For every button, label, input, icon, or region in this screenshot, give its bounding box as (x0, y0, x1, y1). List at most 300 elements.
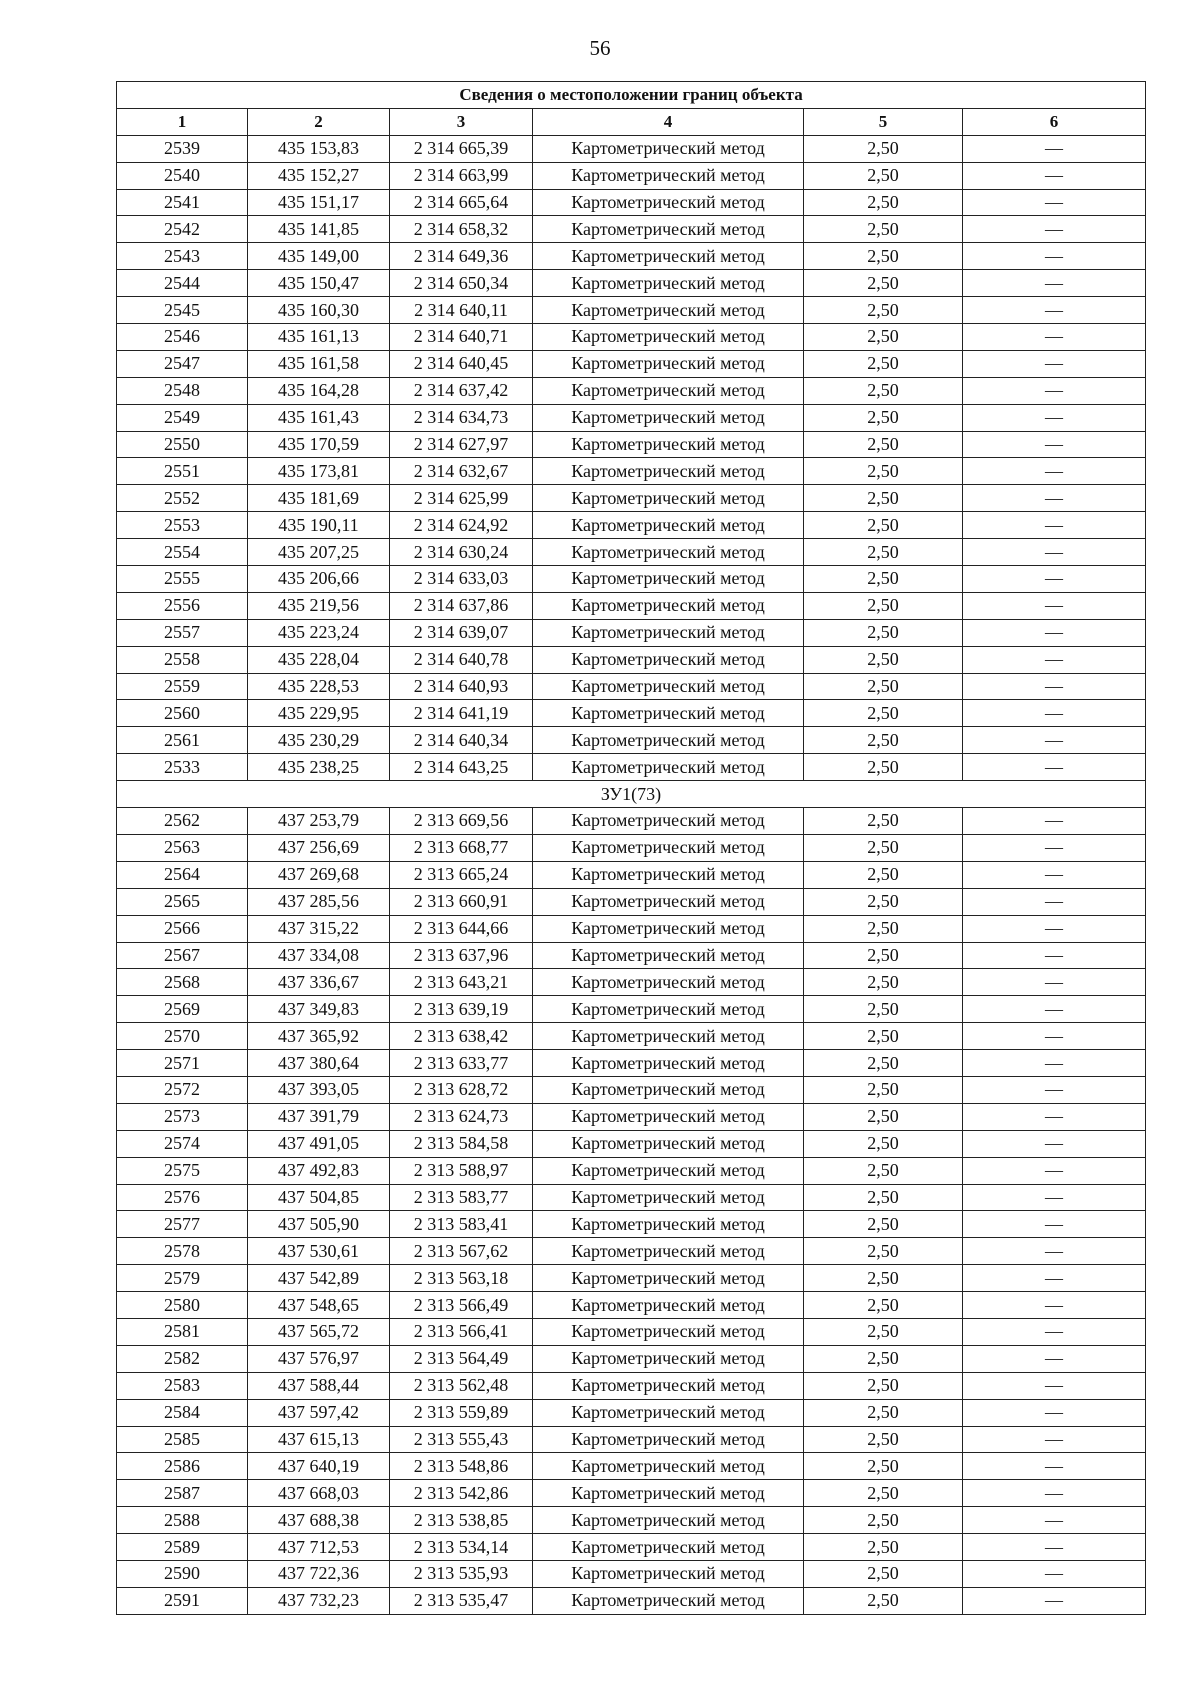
method-cell: Картометрический метод (533, 135, 804, 162)
table-row (117, 1211, 1146, 1238)
y-coordinate-cell: 2 314 630,24 (390, 539, 533, 566)
accuracy-cell: 2,50 (804, 1076, 963, 1103)
x-coordinate-cell: 437 597,42 (248, 1399, 390, 1426)
note-cell: — (963, 243, 1146, 270)
point-number-cell: 2563 (117, 834, 248, 861)
accuracy-cell: 2,50 (804, 162, 963, 189)
x-coordinate-cell: 437 380,64 (248, 1050, 390, 1077)
method-cell: Картометрический метод (533, 1453, 804, 1480)
method-cell: Картометрический метод (533, 566, 804, 593)
y-coordinate-cell: 2 313 555,43 (390, 1426, 533, 1453)
accuracy-cell: 2,50 (804, 808, 963, 835)
note-cell: — (963, 1318, 1146, 1345)
table-row (117, 1453, 1146, 1480)
accuracy-cell: 2,50 (804, 350, 963, 377)
y-coordinate-cell: 2 314 632,67 (390, 458, 533, 485)
x-coordinate-cell: 435 153,83 (248, 135, 390, 162)
note-cell: — (963, 834, 1146, 861)
point-number-cell: 2573 (117, 1103, 248, 1130)
note-cell: — (963, 754, 1146, 781)
y-coordinate-cell: 2 313 638,42 (390, 1023, 533, 1050)
x-coordinate-cell: 437 688,38 (248, 1507, 390, 1534)
point-number-cell: 2581 (117, 1318, 248, 1345)
note-cell: — (963, 727, 1146, 754)
table-row (117, 808, 1146, 835)
note-cell: — (963, 996, 1146, 1023)
method-cell: Картометрический метод (533, 189, 804, 216)
accuracy-cell: 2,50 (804, 1480, 963, 1507)
table-row (117, 700, 1146, 727)
note-cell: — (963, 646, 1146, 673)
point-number-cell: 2588 (117, 1507, 248, 1534)
table-row (117, 162, 1146, 189)
accuracy-cell: 2,50 (804, 458, 963, 485)
y-coordinate-cell: 2 314 643,25 (390, 754, 533, 781)
x-coordinate-cell: 437 256,69 (248, 834, 390, 861)
point-number-cell: 2582 (117, 1345, 248, 1372)
accuracy-cell: 2,50 (804, 1184, 963, 1211)
table-row (117, 673, 1146, 700)
y-coordinate-cell: 2 314 627,97 (390, 431, 533, 458)
note-cell: — (963, 915, 1146, 942)
x-coordinate-cell: 435 207,25 (248, 539, 390, 566)
table-title: Сведения о местоположении границ объекта (117, 82, 1146, 109)
table-row (117, 1076, 1146, 1103)
point-number-cell: 2543 (117, 243, 248, 270)
table-row (117, 942, 1146, 969)
column-header-row (117, 108, 1146, 135)
accuracy-cell: 2,50 (804, 270, 963, 297)
note-cell: — (963, 1480, 1146, 1507)
accuracy-cell: 2,50 (804, 592, 963, 619)
y-coordinate-cell: 2 314 625,99 (390, 485, 533, 512)
x-coordinate-cell: 435 150,47 (248, 270, 390, 297)
y-coordinate-cell: 2 313 566,41 (390, 1318, 533, 1345)
accuracy-cell: 2,50 (804, 1534, 963, 1561)
table-row (117, 861, 1146, 888)
method-cell: Картометрический метод (533, 1292, 804, 1319)
method-cell: Картометрический метод (533, 243, 804, 270)
x-coordinate-cell: 435 181,69 (248, 485, 390, 512)
accuracy-cell: 2,50 (804, 1292, 963, 1319)
boundary-coordinates-table (116, 81, 1146, 1615)
x-coordinate-cell: 437 315,22 (248, 915, 390, 942)
point-number-cell: 2567 (117, 942, 248, 969)
point-number-cell: 2580 (117, 1292, 248, 1319)
y-coordinate-cell: 2 313 583,77 (390, 1184, 533, 1211)
x-coordinate-cell: 435 206,66 (248, 566, 390, 593)
x-coordinate-cell: 437 269,68 (248, 861, 390, 888)
table-row (117, 216, 1146, 243)
y-coordinate-cell: 2 313 628,72 (390, 1076, 533, 1103)
y-coordinate-cell: 2 313 542,86 (390, 1480, 533, 1507)
accuracy-cell: 2,50 (804, 619, 963, 646)
x-coordinate-cell: 435 229,95 (248, 700, 390, 727)
method-cell: Картометрический метод (533, 1426, 804, 1453)
method-cell: Картометрический метод (533, 1238, 804, 1265)
accuracy-cell: 2,50 (804, 754, 963, 781)
note-cell: — (963, 592, 1146, 619)
point-number-cell: 2568 (117, 969, 248, 996)
point-number-cell: 2544 (117, 270, 248, 297)
method-cell: Картометрический метод (533, 834, 804, 861)
note-cell: — (963, 1103, 1146, 1130)
point-number-cell: 2539 (117, 135, 248, 162)
point-number-cell: 2564 (117, 861, 248, 888)
y-coordinate-cell: 2 314 639,07 (390, 619, 533, 646)
y-coordinate-cell: 2 314 640,78 (390, 646, 533, 673)
accuracy-cell: 2,50 (804, 942, 963, 969)
table-row (117, 431, 1146, 458)
point-number-cell: 2578 (117, 1238, 248, 1265)
y-coordinate-cell: 2 314 640,93 (390, 673, 533, 700)
table-row (117, 485, 1146, 512)
method-cell: Картометрический метод (533, 808, 804, 835)
point-number-cell: 2540 (117, 162, 248, 189)
y-coordinate-cell: 2 314 624,92 (390, 512, 533, 539)
table-row (117, 297, 1146, 324)
accuracy-cell: 2,50 (804, 1453, 963, 1480)
y-coordinate-cell: 2 313 588,97 (390, 1157, 533, 1184)
point-number-cell: 2575 (117, 1157, 248, 1184)
y-coordinate-cell: 2 313 637,96 (390, 942, 533, 969)
point-number-cell: 2559 (117, 673, 248, 700)
table-head (117, 82, 1146, 136)
note-cell: — (963, 216, 1146, 243)
x-coordinate-cell: 435 152,27 (248, 162, 390, 189)
x-coordinate-cell: 435 164,28 (248, 377, 390, 404)
x-coordinate-cell: 437 349,83 (248, 996, 390, 1023)
accuracy-cell: 2,50 (804, 377, 963, 404)
table-row (117, 1560, 1146, 1587)
table-row (117, 1184, 1146, 1211)
x-coordinate-cell: 437 391,79 (248, 1103, 390, 1130)
accuracy-cell: 2,50 (804, 135, 963, 162)
method-cell: Картометрический метод (533, 1184, 804, 1211)
method-cell: Картометрический метод (533, 216, 804, 243)
x-coordinate-cell: 435 160,30 (248, 297, 390, 324)
x-coordinate-cell: 437 722,36 (248, 1560, 390, 1587)
y-coordinate-cell: 2 313 535,93 (390, 1560, 533, 1587)
accuracy-cell: 2,50 (804, 297, 963, 324)
accuracy-cell: 2,50 (804, 1238, 963, 1265)
method-cell: Картометрический метод (533, 700, 804, 727)
point-number-cell: 2554 (117, 539, 248, 566)
accuracy-cell: 2,50 (804, 834, 963, 861)
note-cell: — (963, 861, 1146, 888)
y-coordinate-cell: 2 313 566,49 (390, 1292, 533, 1319)
x-coordinate-cell: 435 230,29 (248, 727, 390, 754)
method-cell: Картометрический метод (533, 1534, 804, 1561)
note-cell: — (963, 1023, 1146, 1050)
method-cell: Картометрический метод (533, 1023, 804, 1050)
note-cell: — (963, 324, 1146, 351)
x-coordinate-cell: 437 548,65 (248, 1292, 390, 1319)
x-coordinate-cell: 437 393,05 (248, 1076, 390, 1103)
note-cell: — (963, 189, 1146, 216)
method-cell: Картометрический метод (533, 1130, 804, 1157)
y-coordinate-cell: 2 314 637,42 (390, 377, 533, 404)
point-number-cell: 2569 (117, 996, 248, 1023)
accuracy-cell: 2,50 (804, 1050, 963, 1077)
x-coordinate-cell: 435 190,11 (248, 512, 390, 539)
point-number-cell: 2551 (117, 458, 248, 485)
section-row (117, 781, 1146, 808)
table-row (117, 1426, 1146, 1453)
table-row (117, 1318, 1146, 1345)
table-row (117, 1345, 1146, 1372)
note-cell: — (963, 566, 1146, 593)
y-coordinate-cell: 2 314 640,45 (390, 350, 533, 377)
accuracy-cell: 2,50 (804, 861, 963, 888)
y-coordinate-cell: 2 314 650,34 (390, 270, 533, 297)
x-coordinate-cell: 437 505,90 (248, 1211, 390, 1238)
x-coordinate-cell: 435 141,85 (248, 216, 390, 243)
method-cell: Картометрический метод (533, 350, 804, 377)
y-coordinate-cell: 2 314 633,03 (390, 566, 533, 593)
method-cell: Картометрический метод (533, 1265, 804, 1292)
method-cell: Картометрический метод (533, 404, 804, 431)
table-row (117, 1507, 1146, 1534)
note-cell: — (963, 1399, 1146, 1426)
method-cell: Картометрический метод (533, 270, 804, 297)
table-row (117, 834, 1146, 861)
accuracy-cell: 2,50 (804, 646, 963, 673)
note-cell: — (963, 969, 1146, 996)
table-row (117, 1130, 1146, 1157)
accuracy-cell: 2,50 (804, 700, 963, 727)
y-coordinate-cell: 2 313 559,89 (390, 1399, 533, 1426)
x-coordinate-cell: 437 732,23 (248, 1587, 390, 1614)
point-number-cell: 2550 (117, 431, 248, 458)
accuracy-cell: 2,50 (804, 324, 963, 351)
note-cell: — (963, 1238, 1146, 1265)
accuracy-cell: 2,50 (804, 1157, 963, 1184)
point-number-cell: 2574 (117, 1130, 248, 1157)
section-label: ЗУ1(73) (117, 781, 1146, 808)
accuracy-cell: 2,50 (804, 969, 963, 996)
x-coordinate-cell: 437 491,05 (248, 1130, 390, 1157)
column-header: 4 (533, 108, 804, 135)
x-coordinate-cell: 437 640,19 (248, 1453, 390, 1480)
accuracy-cell: 2,50 (804, 485, 963, 512)
accuracy-cell: 2,50 (804, 1211, 963, 1238)
y-coordinate-cell: 2 313 668,77 (390, 834, 533, 861)
method-cell: Картометрический метод (533, 1480, 804, 1507)
method-cell: Картометрический метод (533, 324, 804, 351)
note-cell: — (963, 1076, 1146, 1103)
point-number-cell: 2560 (117, 700, 248, 727)
accuracy-cell: 2,50 (804, 1345, 963, 1372)
x-coordinate-cell: 437 576,97 (248, 1345, 390, 1372)
y-coordinate-cell: 2 313 534,14 (390, 1534, 533, 1561)
table-row (117, 566, 1146, 593)
table-title-row (117, 82, 1146, 109)
note-cell: — (963, 512, 1146, 539)
note-cell: — (963, 377, 1146, 404)
method-cell: Картометрический метод (533, 1372, 804, 1399)
method-cell: Картометрический метод (533, 1050, 804, 1077)
table-row (117, 1103, 1146, 1130)
x-coordinate-cell: 435 228,53 (248, 673, 390, 700)
accuracy-cell: 2,50 (804, 1372, 963, 1399)
y-coordinate-cell: 2 314 665,39 (390, 135, 533, 162)
point-number-cell: 2579 (117, 1265, 248, 1292)
note-cell: — (963, 1372, 1146, 1399)
method-cell: Картометрический метод (533, 1507, 804, 1534)
y-coordinate-cell: 2 313 567,62 (390, 1238, 533, 1265)
y-coordinate-cell: 2 314 640,11 (390, 297, 533, 324)
point-number-cell: 2556 (117, 592, 248, 619)
table-row (117, 539, 1146, 566)
accuracy-cell: 2,50 (804, 1103, 963, 1130)
table-row (117, 619, 1146, 646)
point-number-cell: 2552 (117, 485, 248, 512)
y-coordinate-cell: 2 313 583,41 (390, 1211, 533, 1238)
method-cell: Картометрический метод (533, 1103, 804, 1130)
table-row (117, 350, 1146, 377)
x-coordinate-cell: 435 151,17 (248, 189, 390, 216)
x-coordinate-cell: 435 161,13 (248, 324, 390, 351)
point-number-cell: 2572 (117, 1076, 248, 1103)
point-number-cell: 2571 (117, 1050, 248, 1077)
table-row (117, 969, 1146, 996)
accuracy-cell: 2,50 (804, 431, 963, 458)
method-cell: Картометрический метод (533, 942, 804, 969)
point-number-cell: 2561 (117, 727, 248, 754)
y-coordinate-cell: 2 314 663,99 (390, 162, 533, 189)
table-row (117, 1399, 1146, 1426)
point-number-cell: 2555 (117, 566, 248, 593)
table-row (117, 189, 1146, 216)
point-number-cell: 2549 (117, 404, 248, 431)
point-number-cell: 2591 (117, 1587, 248, 1614)
x-coordinate-cell: 437 530,61 (248, 1238, 390, 1265)
method-cell: Картометрический метод (533, 162, 804, 189)
accuracy-cell: 2,50 (804, 1399, 963, 1426)
accuracy-cell: 2,50 (804, 1023, 963, 1050)
table-row (117, 243, 1146, 270)
method-cell: Картометрический метод (533, 1587, 804, 1614)
x-coordinate-cell: 437 492,83 (248, 1157, 390, 1184)
column-header: 2 (248, 108, 390, 135)
page-number: 56 (589, 36, 611, 60)
note-cell: — (963, 1453, 1146, 1480)
point-number-cell: 2583 (117, 1372, 248, 1399)
method-cell: Картометрический метод (533, 297, 804, 324)
accuracy-cell: 2,50 (804, 1130, 963, 1157)
method-cell: Картометрический метод (533, 1157, 804, 1184)
column-header: 5 (804, 108, 963, 135)
table-row (117, 1292, 1146, 1319)
y-coordinate-cell: 2 313 584,58 (390, 1130, 533, 1157)
method-cell: Картометрический метод (533, 1211, 804, 1238)
table-row (117, 404, 1146, 431)
note-cell: — (963, 1560, 1146, 1587)
accuracy-cell: 2,50 (804, 1265, 963, 1292)
note-cell: — (963, 619, 1146, 646)
table-row (117, 512, 1146, 539)
note-cell: — (963, 270, 1146, 297)
y-coordinate-cell: 2 313 669,56 (390, 808, 533, 835)
y-coordinate-cell: 2 313 643,21 (390, 969, 533, 996)
note-cell: — (963, 700, 1146, 727)
y-coordinate-cell: 2 313 644,66 (390, 915, 533, 942)
x-coordinate-cell: 435 219,56 (248, 592, 390, 619)
y-coordinate-cell: 2 314 658,32 (390, 216, 533, 243)
y-coordinate-cell: 2 313 665,24 (390, 861, 533, 888)
y-coordinate-cell: 2 313 624,73 (390, 1103, 533, 1130)
x-coordinate-cell: 435 228,04 (248, 646, 390, 673)
table-row (117, 727, 1146, 754)
x-coordinate-cell: 437 336,67 (248, 969, 390, 996)
method-cell: Картометрический метод (533, 592, 804, 619)
table-row (117, 754, 1146, 781)
method-cell: Картометрический метод (533, 1560, 804, 1587)
x-coordinate-cell: 435 149,00 (248, 243, 390, 270)
note-cell: — (963, 135, 1146, 162)
x-coordinate-cell: 437 712,53 (248, 1534, 390, 1561)
x-coordinate-cell: 437 615,13 (248, 1426, 390, 1453)
note-cell: — (963, 673, 1146, 700)
note-cell: — (963, 1050, 1146, 1077)
point-number-cell: 2562 (117, 808, 248, 835)
x-coordinate-cell: 437 668,03 (248, 1480, 390, 1507)
accuracy-cell: 2,50 (804, 1318, 963, 1345)
accuracy-cell: 2,50 (804, 1587, 963, 1614)
table-row (117, 1157, 1146, 1184)
method-cell: Картометрический метод (533, 727, 804, 754)
accuracy-cell: 2,50 (804, 512, 963, 539)
x-coordinate-cell: 437 365,92 (248, 1023, 390, 1050)
accuracy-cell: 2,50 (804, 915, 963, 942)
note-cell: — (963, 1587, 1146, 1614)
method-cell: Картометрический метод (533, 539, 804, 566)
method-cell: Картометрический метод (533, 619, 804, 646)
method-cell: Картометрический метод (533, 431, 804, 458)
point-number-cell: 2576 (117, 1184, 248, 1211)
note-cell: — (963, 1345, 1146, 1372)
y-coordinate-cell: 2 313 548,86 (390, 1453, 533, 1480)
accuracy-cell: 2,50 (804, 1426, 963, 1453)
table-row (117, 1265, 1146, 1292)
table-row (117, 1534, 1146, 1561)
table-row (117, 135, 1146, 162)
point-number-cell: 2587 (117, 1480, 248, 1507)
y-coordinate-cell: 2 313 563,18 (390, 1265, 533, 1292)
table-row (117, 646, 1146, 673)
x-coordinate-cell: 435 161,43 (248, 404, 390, 431)
point-number-cell: 2577 (117, 1211, 248, 1238)
method-cell: Картометрический метод (533, 915, 804, 942)
note-cell: — (963, 1534, 1146, 1561)
point-number-cell: 2570 (117, 1023, 248, 1050)
note-cell: — (963, 1157, 1146, 1184)
accuracy-cell: 2,50 (804, 243, 963, 270)
y-coordinate-cell: 2 314 634,73 (390, 404, 533, 431)
x-coordinate-cell: 437 253,79 (248, 808, 390, 835)
y-coordinate-cell: 2 313 633,77 (390, 1050, 533, 1077)
x-coordinate-cell: 435 173,81 (248, 458, 390, 485)
table-row (117, 458, 1146, 485)
note-cell: — (963, 1292, 1146, 1319)
method-cell: Картометрический метод (533, 1345, 804, 1372)
table-body (117, 135, 1146, 1614)
note-cell: — (963, 350, 1146, 377)
note-cell: — (963, 539, 1146, 566)
method-cell: Картометрический метод (533, 485, 804, 512)
point-number-cell: 2553 (117, 512, 248, 539)
